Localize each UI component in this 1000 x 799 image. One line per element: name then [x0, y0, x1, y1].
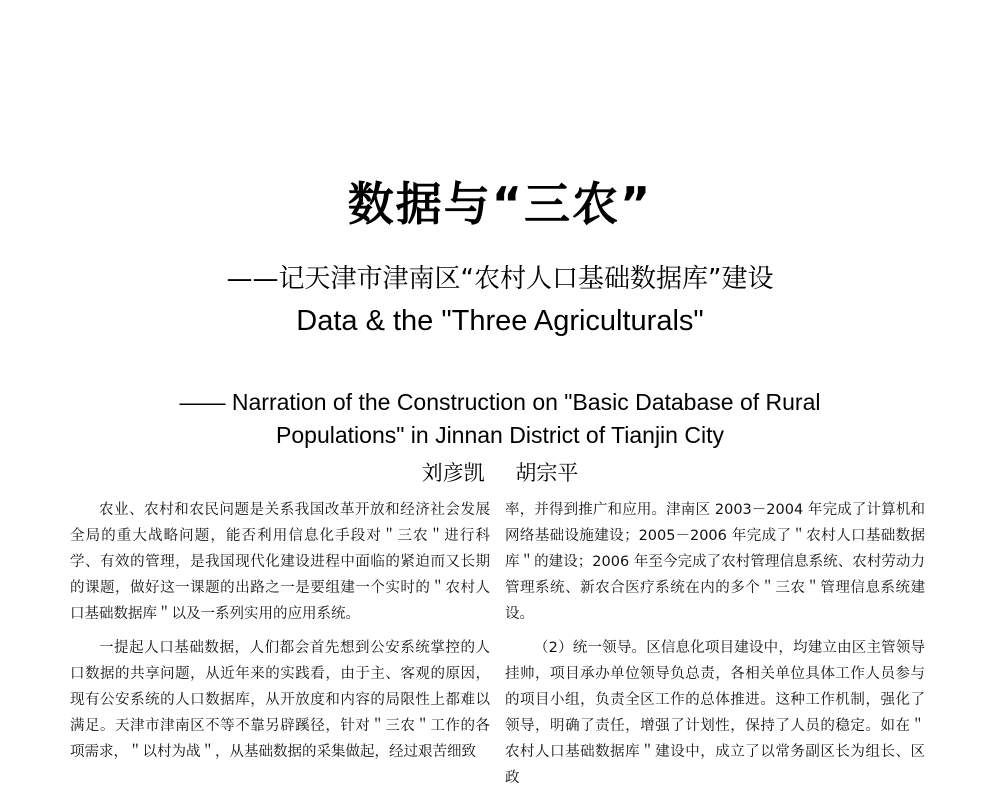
- article-title-en: Data & the "Three Agriculturals": [296, 305, 704, 337]
- body-paragraph-continued: 率，并得到推广和应用。津南区 2003－2004 年完成了计算机和网络基础设施建设；2005－2006 年完成了＂农村人口基础数据库＂的建设；2006 年至今完成了农村管理信息系统、农村劳动力管理系统、新农合医疗系统在内的多个＂三农＂管理信息系统建设。: [505, 502, 925, 622]
- body-paragraph: 一提起人口基础数据，人们都会首先想到公安系统掌控的人口数据的共享问题，从近年来的实践看，由于主、客观的原因，现有公安系统的人口数据库，从开放度和内容的局限性上都难以满足。天津市津南区不等不靠另辟蹊径，针对＂三农＂工作的各项需求，＂以村为战＂，从基础数据的采集做起，经过艰苦细致: [70, 640, 490, 760]
- body-paragraph: （2）统一领导。区信息化项目建设中，均建立由区主管领导挂帅，项目承办单位领导负总责，各相关单位具体工作人员参与的项目小组，负责全区工作的总体推进。这种工作机制，强化了领导，明确了责任，增强了计划性，保持了人员的稳定。如在＂农村人口基础数据库＂建设中，成立了以常务副区长为组长、区政: [505, 640, 925, 786]
- author-name: 刘彦凯: [421, 461, 485, 485]
- body-column-left: [70, 497, 490, 773]
- body-paragraph: 农业、农村和农民问题是关系我国改革开放和经济社会发展全局的重大战略问题，能否利用信息化手段对＂三农＂进行科学、有效的管理，是我国现代化建设进程中面临的紧迫而又长期的课题，做好这一课题的出路之一是要组建一个实时的＂农村人口基础数据库＂以及一系列实用的应用系统。: [70, 502, 490, 622]
- article-title-cn: 数据与“三农”: [347, 177, 653, 231]
- article-subtitle-cn: ——记天津市津南区“农村人口基础数据库”建设: [226, 264, 774, 294]
- article-subtitle-en: —— Narration of the Construction on "Basic Database of Rural Populations" in Jinnan District of Tianjin City: [179, 389, 821, 448]
- author-line: [0, 457, 1000, 487]
- author-name: 胡宗平: [515, 461, 579, 485]
- body-column-right: [505, 497, 925, 799]
